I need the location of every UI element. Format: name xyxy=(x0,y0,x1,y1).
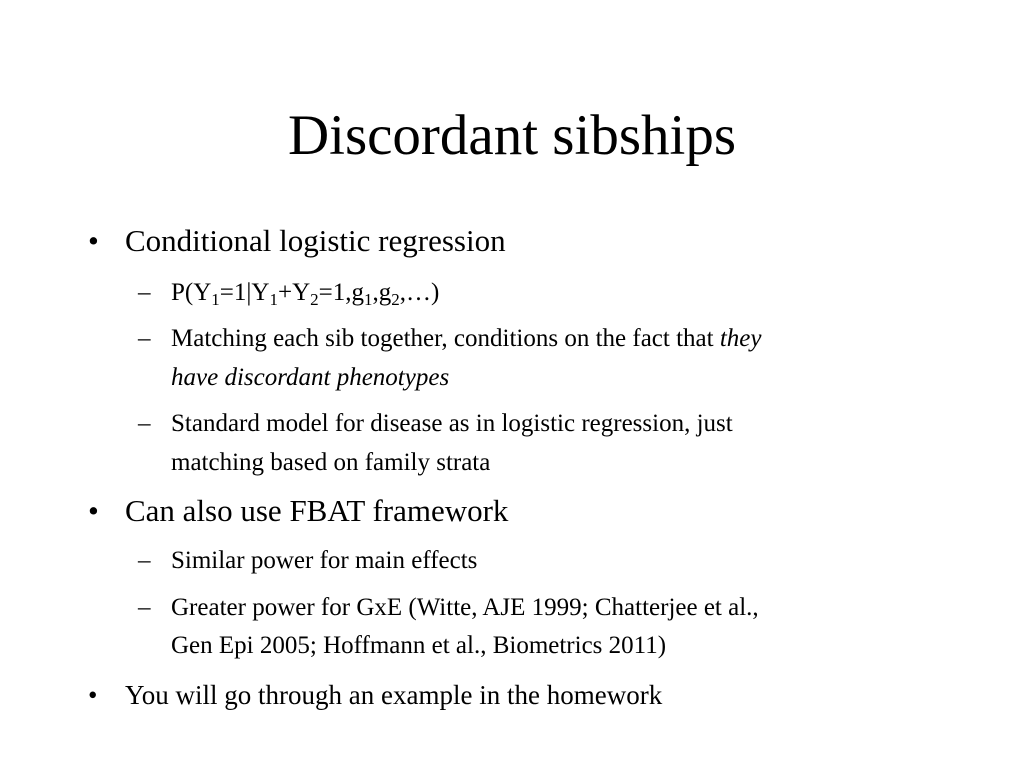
dash-glyph: – xyxy=(138,594,151,621)
sub-item-greater-power-gxe-continued xyxy=(171,626,666,665)
formula-subscript: 2 xyxy=(391,289,400,309)
sub-item-standard-model-continued xyxy=(171,443,490,482)
sub-item-text: Standard model for disease as in logistic regression, just xyxy=(171,410,733,437)
bullet-glyph: • xyxy=(88,680,98,710)
formula-part: =1,g xyxy=(318,279,364,306)
bullet-glyph: • xyxy=(88,493,99,528)
sub-item-italic-text: they xyxy=(719,325,762,352)
sub-item-text: Matching each sib together, conditions on the fact that xyxy=(171,325,720,352)
dash-glyph: – xyxy=(138,410,151,437)
bullet-item-homework-example xyxy=(88,677,663,713)
bullet-text: You will go through an example in the homework xyxy=(125,680,663,710)
formula-subscript: 1 xyxy=(269,289,278,309)
sub-item-text: Similar power for main effects xyxy=(171,547,478,574)
formula-part: P(Y xyxy=(171,279,212,306)
formula-part: =1|Y xyxy=(219,279,270,306)
formula-part: ,…) xyxy=(399,279,440,306)
bullet-item-fbat-framework xyxy=(88,493,509,529)
bullet-item-conditional-logistic-regression xyxy=(88,223,506,259)
sub-item-probability-formula xyxy=(138,273,440,314)
sub-item-greater-power-gxe xyxy=(138,588,759,627)
dash-glyph: – xyxy=(138,279,151,306)
bullet-text: Can also use FBAT framework xyxy=(125,493,509,528)
sub-item-similar-power xyxy=(138,541,478,580)
sub-item-italic-text: have discordant phenotypes xyxy=(171,364,450,391)
sub-item-text: Gen Epi 2005; Hoffmann et al., Biometrics 2011) xyxy=(171,632,667,659)
formula-part: ,g xyxy=(372,279,392,306)
dash-glyph: – xyxy=(138,547,151,574)
dash-glyph: – xyxy=(138,325,151,352)
formula-subscript: 2 xyxy=(310,289,319,309)
sub-item-text: matching based on family strata xyxy=(171,449,491,476)
bullet-text: Conditional logistic regression xyxy=(125,223,506,258)
sub-item-matching-each-sib-continued xyxy=(171,358,449,397)
slide-title: Discordant sibships xyxy=(287,104,737,167)
bullet-glyph: • xyxy=(88,223,99,258)
formula-subscript: 1 xyxy=(211,289,220,309)
sub-item-matching-each-sib xyxy=(138,319,762,358)
sub-item-text: Greater power for GxE (Witte, AJE 1999; Chatterjee et al., xyxy=(171,594,759,621)
formula-subscript: 1 xyxy=(363,289,373,309)
sub-item-standard-model xyxy=(138,404,733,443)
formula-part: +Y xyxy=(277,279,311,306)
